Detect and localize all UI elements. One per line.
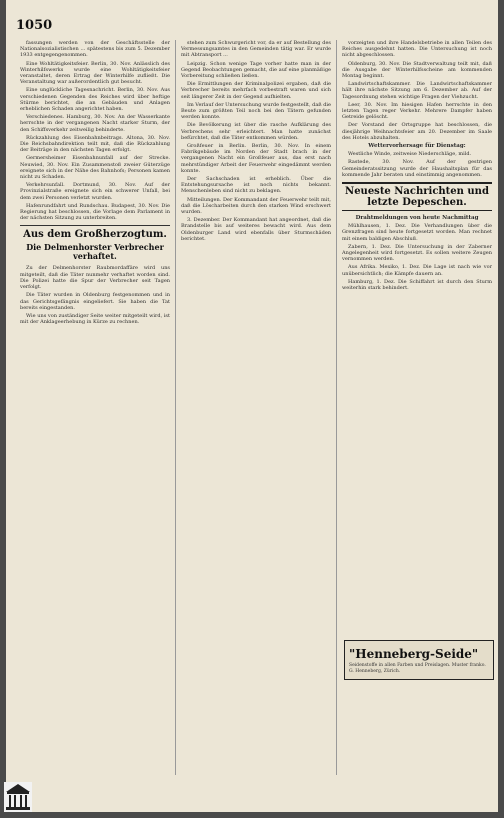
article-text: Verkehrsunfall. Dortmund, 30. Nov. Auf der Provinzialstraße ereignete sich ein schwerer Unfall, bei dem zwei Personen verletzt wurden. <box>20 182 170 201</box>
article-text: Die Täter wurden in Oldenburg festgenommen und in das Gerichtsgefängnis eingeliefert. Sie haben die Tat bereits eingestanden. <box>20 292 170 311</box>
article-text: Leer, 30. Nov. Im hiesigen Hafen herrschte in den letzten Tagen reger Verkehr. Mehrere Dampfer haben Getreide gelöscht. <box>342 101 492 121</box>
article-text: fassungen werden von der Geschäftsstelle der Nationalsozialistischen ... spätestens bis zum 5. Dezember 1933 entgegengenommen. <box>20 40 170 59</box>
article-text: Eine unglückliche Tagesnachricht. Berlin, 30. Nov. Aus verschiedenen Gegenden des Reiches wird über heftige Stürme berichtet, die an Gebäuden und Anlagen erheblichen Schaden angerichtet haben. <box>20 87 170 113</box>
article-text: Aus Afrika. Mexiko, 1. Dez. Die Lage ist nach wie vor unübersichtlich; die Kämpfe dauern an. <box>342 264 492 277</box>
building-logo-icon <box>4 782 32 812</box>
page-number: 1050 <box>16 18 53 33</box>
article-text: Im Verlauf der Untersuchung wurde festgestellt, daß die Beute zum größten Teil noch bei den Tätern gefunden werden konnte. <box>181 101 331 121</box>
article-text: Hafenrundfahrt und Rundschau. Budapest, 30. Nov. Die Regierung hat beschlossen, die Vorlage dem Parlament in der nächsten Sitzung zu unterbreiten. <box>20 202 170 222</box>
article-text: Die Ermittlungen der Kriminalpolizei ergaben, daß die Verbrecher bereits mehrfach vorbestraft waren und sich seit längerer Zeit in der Gegend aufhielten. <box>181 81 331 100</box>
news-heading: Neueste Nachrichten und letzte Depeschen. <box>342 182 492 211</box>
article-text: Rückzahlung des Eisenbahnbeitrags. Altona, 30. Nov. Die Reichsbahndirektion teilt mit, daß die Rückzahlung der Beiträge in den nächsten Tagen erfolgt. <box>20 134 170 154</box>
article-text: Verschiedenes. Hamburg, 30. Nov. An der Wasserkante herrschte in der vergangenen Nacht starker Sturm, der den Schiffsverkehr zeitweilig behinderte. <box>20 114 170 133</box>
article-text: Oldenburg, 30. Nov. Die Stadtverwaltung teilt mit, daß die Ausgabe der Winterhilfsscheine am kommenden Montag beginnt. <box>342 60 492 80</box>
article-text: Hamburg, 1. Dez. Die Schiffahrt ist durch den Sturm weiterhin stark behindert. <box>342 278 492 292</box>
article-text: Mitteilungen. Der Kommandant der Feuerwehr teilt mit, daß die Löscharbeiten durch den starken Wind erschwert wurden. <box>181 196 331 216</box>
newspaper-page <box>6 0 498 812</box>
column-rule <box>175 40 176 775</box>
article-text: 3. Dezember. Der Kommandant hat angeordnet, daß die Brandstelle bis auf weiteres bewacht wird. Aus dem Oldenburger Land wird ebenfalls über Sturmschäden berichtet. <box>181 217 331 242</box>
article-headline: Die Delmenhorster Verbrecher verhaftet. <box>26 242 164 262</box>
weather-heading: Wettervorhersage für Dienstag: <box>368 143 466 150</box>
article-text: Leipzig. Schon wenige Tage vorher hatte man in der Gegend Beobachtungen gemacht, die auf eine planmäßige Vorbereitung schließen ließen. <box>181 60 331 80</box>
article-text: Germersheimer Eisenbahnunfall auf der Strecke. Neuwied, 30. Nov. Ein Zusammenstoß zweier Güterzüge ereignete sich in der Nähe des Bahnhofs; Personen kamen nicht zu Schaden. <box>20 155 170 181</box>
article-text: Landwirtschaftskammer. Die Landwirtschaftskammer hält ihre nächste Sitzung am 6. Dezember ab. Auf der Tagesordnung stehen wichtige Fragen der Viehzucht. <box>342 81 492 100</box>
article-text: Eine Wohltätigkeitsfeier. Berlin, 30. Nov. Anlässlich des Winterhilfswerks wurde eine Wohltätigkeitsfeier veranstaltet, deren Ertrag der Winterhilfe zufließt. Die Veranstaltung war außerordentlich gut besucht. <box>20 60 170 86</box>
column-left <box>20 40 170 775</box>
article-text: stehen zum Schwurgericht vor, da er auf Bestellung des Vermessungsamtes in den Gemeinden tätig war. Er wurde mit Abtransport ... <box>181 40 331 59</box>
ad-title: "Henneberg-Seide" <box>349 647 479 661</box>
weather-text: Westliche Winde, zeitweise Niederschläge, mild. <box>348 151 472 158</box>
ad-text: Seidenstoffe in allen Farben und Preislagen. Muster franko. G. Henneberg, Zürich. <box>349 663 486 674</box>
article-text: Zabern, 1. Dez. Die Untersuchung in der Zaberner Angelegenheit wird fortgesetzt. Es sollen weitere Zeugen vernommen werden. <box>342 243 492 263</box>
article-text: Wie uns von zuständiger Seite weiter mitgeteilt wird, ist mit der Anklageerhebung in Kürze zu rechnen. <box>20 312 170 326</box>
section-heading: Aus dem Großherzogtum. <box>20 225 170 240</box>
article-text: Die Bevölkerung ist über die rasche Aufklärung des Verbrechens sehr erleichtert. Man hatte zunächst befürchtet, daß die Täter entkommen würden. <box>181 122 331 141</box>
article-text: Rastede, 30. Nov. Auf der gestrigen Gemeinderatssitzung wurde der Haushaltsplan für das kommende Jahr beraten und einstimmig angenommen. <box>342 159 492 178</box>
article-text: Der Vorstand der Ortsgruppe hat beschlossen, die diesjährige Weihnachtsfeier am 20. Dezember im Saale des Hotels abzuhalten. <box>342 122 492 141</box>
article-text: vorzeigten und ihre Handelsbetriebe in allen Teilen des Reiches ausgedehnt hatten. Die Untersuchung ist noch nicht abgeschlossen. <box>342 40 492 59</box>
column-rule <box>336 40 337 775</box>
news-subheading: Drahtmeldungen von heute Nachmittag <box>355 215 479 222</box>
column-middle <box>181 40 331 775</box>
article-text: Der Sachschaden ist erheblich. Über die Entstehungsursache ist noch nichts bekannt. Menschenleben sind nicht zu beklagen. <box>181 176 331 195</box>
article-text: Großfeuer in Berlin. Berlin, 30. Nov. In einem Fabrikgebäude im Norden der Stadt brach in der vergangenen Nacht ein Großfeuer aus, das erst nach mehrstündiger Arbeit der Feuerwehr eingedämmt werden konnte. <box>181 143 331 174</box>
article-text: Mühlhausen, 1. Dez. Die Verhandlungen über die Grenzfragen sind heute fortgesetzt worden. Man rechnet mit einem baldigen Abschluß. <box>342 223 492 242</box>
article-text: Zu der Delmenhorster Raubmordaffäre wird uns mitgeteilt, daß die Täter nunmehr verhaftet worden sind. Die Polizei hatte die Spur der Verbrecher seit Tagen verfolgt. <box>20 265 170 291</box>
advertisement-box <box>344 640 494 680</box>
